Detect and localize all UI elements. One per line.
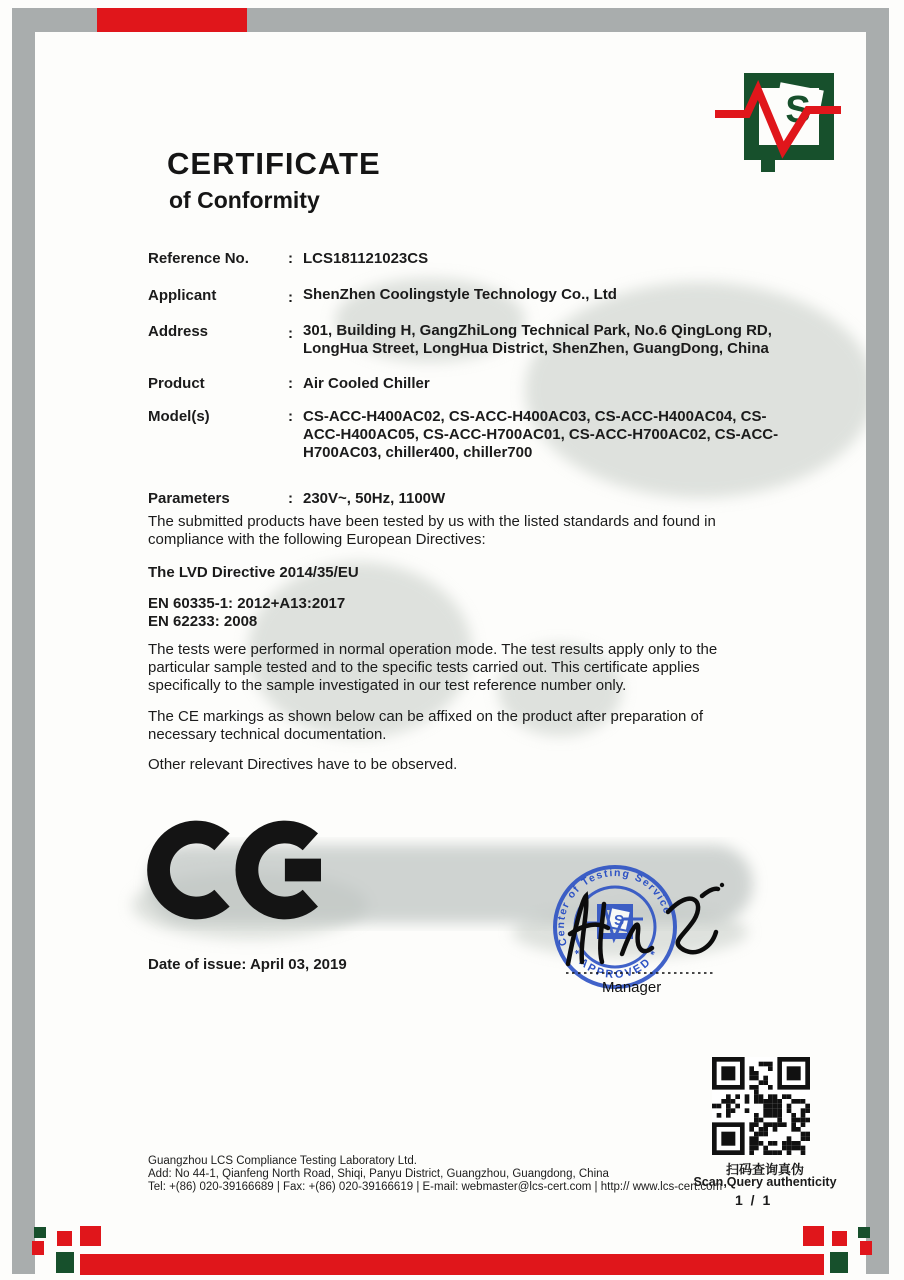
qr-finder-tl xyxy=(712,1057,745,1090)
field-value-product: Air Cooled Chiller xyxy=(303,375,430,392)
qr-caption-chinese: 扫码查询真伪 xyxy=(725,1162,804,1177)
manager-signature xyxy=(552,872,727,992)
field-value-applicant: ShenZhen Coolingstyle Technology Co., Ltd xyxy=(303,286,617,303)
stamp-arc-top-text: Center of Testing Service xyxy=(554,866,674,948)
field-colon: : xyxy=(288,375,293,392)
field-value-address: 301, Building H, GangZhiLong Technical Park, No.6 QingLong RD, LongHua Street, LongHua District, ShenZhen, GuangDong, China xyxy=(303,322,772,357)
field-value-models: CS-ACC-H400AC02, CS-ACC-H400AC03, CS-ACC-H400AC04, CS-ACC-H400AC05, CS-ACC-H700AC01, CS-ACC-H700AC02, CS-ACC-H700AC03, chiller400, chiller700 xyxy=(303,408,779,461)
footer-address: Add: No 44-1, Qianfeng North Road, Shiqi, Panyu District, Guangzhou, Guangdong, China xyxy=(148,1168,609,1180)
paragraph-other-directives: Other relevant Directives have to be observed. xyxy=(148,756,458,773)
standard-line-2: EN 62233: 2008 xyxy=(148,613,258,630)
logo-foot xyxy=(761,152,775,172)
field-label-product: Product xyxy=(148,375,205,392)
frame-top-red-accent xyxy=(97,8,247,32)
field-value-reference: LCS181121023CS xyxy=(303,250,429,267)
deco-red-big-right xyxy=(803,1226,824,1246)
qr-finder-bl xyxy=(712,1122,745,1155)
field-colon: : xyxy=(288,408,293,425)
paragraph-ce-markings: The CE markings as shown below can be affixed on the product after preparation of necessary technical documentation. xyxy=(148,708,704,743)
field-colon: : xyxy=(288,250,293,267)
directive-line: The LVD Directive 2014/35/EU xyxy=(148,564,359,581)
deco-green-small-left xyxy=(34,1227,46,1238)
logo-letter: S xyxy=(785,89,811,131)
field-label-parameters: Parameters xyxy=(148,490,230,507)
certificate-subtitle: of Conformity xyxy=(169,187,320,213)
stamp-letter: S xyxy=(613,912,625,929)
qr-code xyxy=(712,1057,810,1155)
certificate-title: CERTIFICATE xyxy=(167,146,381,181)
bottom-green-right xyxy=(830,1252,848,1273)
deco-green-small-right xyxy=(858,1227,870,1238)
field-colon: : xyxy=(288,325,293,342)
deco-red-big-left xyxy=(80,1226,101,1246)
signer-title: Manager xyxy=(602,979,662,996)
paragraph-tests: The tests were performed in normal operation mode. The test results apply only to the particular sample tested and to the specific tests carried out. This certificate applies specifically to the sample investigated in our test reference number only. xyxy=(148,641,718,694)
field-value-parameters: 230V~, 50Hz, 1100W xyxy=(303,490,446,507)
stamp-arc-bottom-text: * APPROVED * xyxy=(568,947,663,982)
deco-red-mid-left xyxy=(57,1231,72,1246)
date-of-issue: Date of issue: April 03, 2019 xyxy=(148,956,347,973)
bottom-green-left xyxy=(56,1252,74,1273)
footer-company: Guangzhou LCS Compliance Testing Laboratory Ltd. xyxy=(148,1155,417,1167)
qr-caption-english: Scan,Query authenticity xyxy=(693,1175,837,1189)
ce-mark-icon xyxy=(147,813,343,927)
page-number: 1 / 1 xyxy=(735,1192,773,1208)
qr-finder-tr xyxy=(777,1057,810,1090)
field-label-applicant: Applicant xyxy=(148,287,217,304)
frame-right xyxy=(866,8,889,1274)
deco-red-mid-right xyxy=(832,1231,847,1246)
field-label-address: Address xyxy=(148,323,209,340)
footer-contacts: Tel: +(86) 020-39166689 | Fax: +(86) 020-39166619 | E-mail: webmaster@lcs-cert.com | http:// www.lcs-cert.com xyxy=(148,1181,723,1193)
frame-left xyxy=(12,8,35,1274)
deco-red-small-left xyxy=(32,1241,44,1255)
field-colon: : xyxy=(288,289,293,306)
field-colon: : xyxy=(288,490,293,507)
field-label-reference: Reference No. xyxy=(148,250,249,267)
deco-red-small-right xyxy=(860,1241,872,1255)
paragraph-intro: The submitted products have been tested by us with the listed standards and found in compliance with the following European Directives: xyxy=(148,513,716,548)
field-label-models: Model(s) xyxy=(148,408,210,425)
lcs-logo-icon xyxy=(697,62,847,177)
standard-line-1: EN 60335-1: 2012+A13:2017 xyxy=(148,595,346,612)
bottom-red-bar xyxy=(80,1254,824,1275)
